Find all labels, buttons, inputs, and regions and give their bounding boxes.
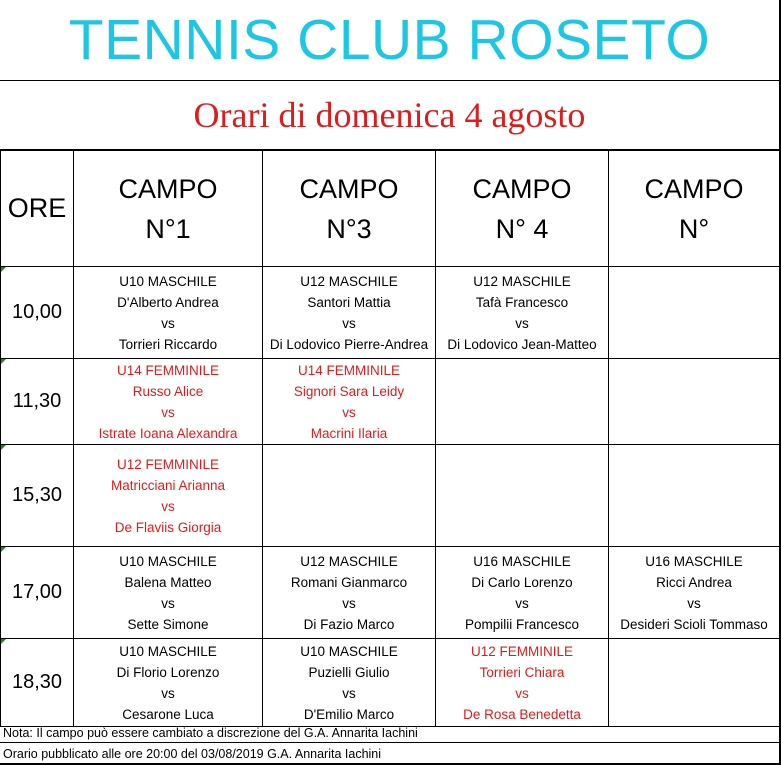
match-cell: [263, 639, 436, 727]
match-cell: [263, 359, 436, 445]
player-name: Di Carlo Lorenzo: [471, 574, 573, 590]
schedule-subtitle: Orari di domenica 4 agosto: [0, 81, 779, 151]
player-name: Di Fazio Marco: [303, 616, 395, 632]
note-published: Orario pubblicato alle ore 20:00 del 03/08/2019 G.A. Annarita Iachini: [3, 747, 382, 761]
empty-cell: [609, 445, 780, 547]
empty-cell: [263, 445, 436, 547]
player-name: Russo Alice: [132, 383, 204, 399]
player-name: De Flaviis Giorgia: [114, 519, 222, 535]
match-category: U10 MASCHILE: [119, 643, 217, 659]
cell-comment-marker: [1, 639, 6, 644]
match-vs: vs: [342, 404, 356, 420]
match-cell: [74, 445, 263, 547]
player-name: D'Alberto Andrea: [117, 294, 219, 310]
match-cell: [74, 267, 263, 359]
player-name: Matricciani Arianna: [110, 477, 226, 493]
time-cell: [1, 547, 74, 639]
time-label: 15,30: [11, 484, 63, 506]
player-name: Macrini Ilaria: [310, 425, 388, 441]
cell-comment-marker: [1, 359, 6, 364]
cell-comment-marker: [1, 547, 6, 552]
match-category: U12 MASCHILE: [300, 273, 398, 289]
player-name: Torrieri Riccardo: [118, 336, 218, 352]
court-number: N°: [678, 213, 710, 244]
player-name: Cesarone Luca: [122, 706, 214, 722]
match-cell: [436, 639, 609, 727]
court-label: CAMPO: [299, 173, 399, 204]
court-number: N°3: [326, 213, 372, 244]
empty-cell: [609, 639, 780, 727]
header-ore: ORE: [1, 151, 74, 267]
note-campo: Nota: Il campo può essere cambiato a discrezione del G.A. Annarita Iachini: [0, 723, 779, 743]
time-cell: [1, 267, 74, 359]
player-name: Desideri Scioli Tommaso: [620, 616, 768, 632]
time-cell: [1, 445, 74, 547]
match-vs: vs: [161, 595, 175, 611]
match-category: U14 FEMMINILE: [297, 362, 401, 378]
time-row: [1, 359, 780, 445]
match-cell: [263, 267, 436, 359]
match-cell: [74, 639, 263, 727]
match-vs: vs: [342, 685, 356, 701]
time-label: 10,00: [11, 301, 63, 323]
player-name: D'Emilio Marco: [303, 706, 395, 722]
player-name: Di Lodovico Jean-Matteo: [447, 336, 597, 352]
match-category: U16 MASCHILE: [645, 553, 743, 569]
empty-cell: [436, 445, 609, 547]
match-category: U14 FEMMINILE: [116, 362, 220, 378]
court-number: N° 4: [495, 213, 549, 244]
time-label: 18,30: [11, 671, 63, 693]
match-category: U16 MASCHILE: [473, 553, 571, 569]
match-vs: vs: [342, 315, 356, 331]
header-court-4: [436, 151, 609, 267]
match-vs: vs: [161, 685, 175, 701]
match-vs: vs: [515, 595, 529, 611]
match-cell: [436, 547, 609, 639]
time-cell: [1, 359, 74, 445]
player-name: Romani Gianmarco: [290, 574, 408, 590]
empty-cell: [609, 359, 780, 445]
match-cell: [263, 547, 436, 639]
player-name: Tafà Francesco: [475, 294, 569, 310]
match-vs: vs: [161, 498, 175, 514]
court-label: CAMPO: [118, 173, 218, 204]
empty-cell: [436, 359, 609, 445]
player-name: De Rosa Benedetta: [463, 706, 581, 722]
match-category: U10 MASCHILE: [300, 643, 398, 659]
player-name: Pompilii Francesco: [464, 616, 580, 632]
match-vs: vs: [515, 685, 529, 701]
time-label: 17,00: [11, 581, 63, 603]
player-name: Sette Simone: [127, 616, 209, 632]
court-label: CAMPO: [472, 173, 572, 204]
player-name: Torrieri Chiara: [479, 664, 565, 680]
empty-cell: [609, 267, 780, 359]
court-label: CAMPO: [644, 173, 744, 204]
match-vs: vs: [515, 315, 529, 331]
time-row: [1, 547, 780, 639]
cell-comment-marker: [1, 445, 6, 450]
match-vs: vs: [342, 595, 356, 611]
player-name: Signori Sara Leidy: [293, 383, 405, 399]
player-name: Balena Matteo: [124, 574, 212, 590]
player-name: Istrate Ioana Alexandra: [98, 425, 238, 441]
match-vs: vs: [161, 404, 175, 420]
match-cell: [436, 267, 609, 359]
cell-comment-marker: [1, 267, 6, 272]
time-row: [1, 267, 780, 359]
match-cell: [609, 547, 780, 639]
header-court-1: [74, 151, 263, 267]
player-name: Di Florio Lorenzo: [116, 664, 220, 680]
schedule-table: [0, 150, 780, 727]
header-court-3: [263, 151, 436, 267]
player-name: Di Lodovico Pierre-Andrea: [269, 336, 429, 352]
time-row: [1, 445, 780, 547]
club-title: TENNIS CLUB ROSETO: [0, 0, 779, 81]
match-category: U12 FEMMINILE: [470, 643, 574, 659]
match-category: U12 MASCHILE: [473, 273, 571, 289]
match-vs: vs: [687, 595, 701, 611]
match-category: U10 MASCHILE: [119, 553, 217, 569]
match-category: U12 MASCHILE: [300, 553, 398, 569]
match-category: U12 FEMMINILE: [116, 456, 220, 472]
court-number: N°1: [145, 213, 191, 244]
player-name: Puzielli Giulio: [308, 664, 390, 680]
match-cell: [74, 547, 263, 639]
match-vs: vs: [161, 315, 175, 331]
player-name: Santori Mattia: [307, 294, 391, 310]
match-category: U10 MASCHILE: [119, 273, 217, 289]
time-cell: [1, 639, 74, 727]
time-label: 11,30: [12, 390, 62, 412]
player-name: Ricci Andrea: [656, 574, 732, 590]
match-cell: [74, 359, 263, 445]
header-row: [1, 151, 780, 267]
header-court-blank: [609, 151, 780, 267]
time-row: [1, 639, 780, 727]
